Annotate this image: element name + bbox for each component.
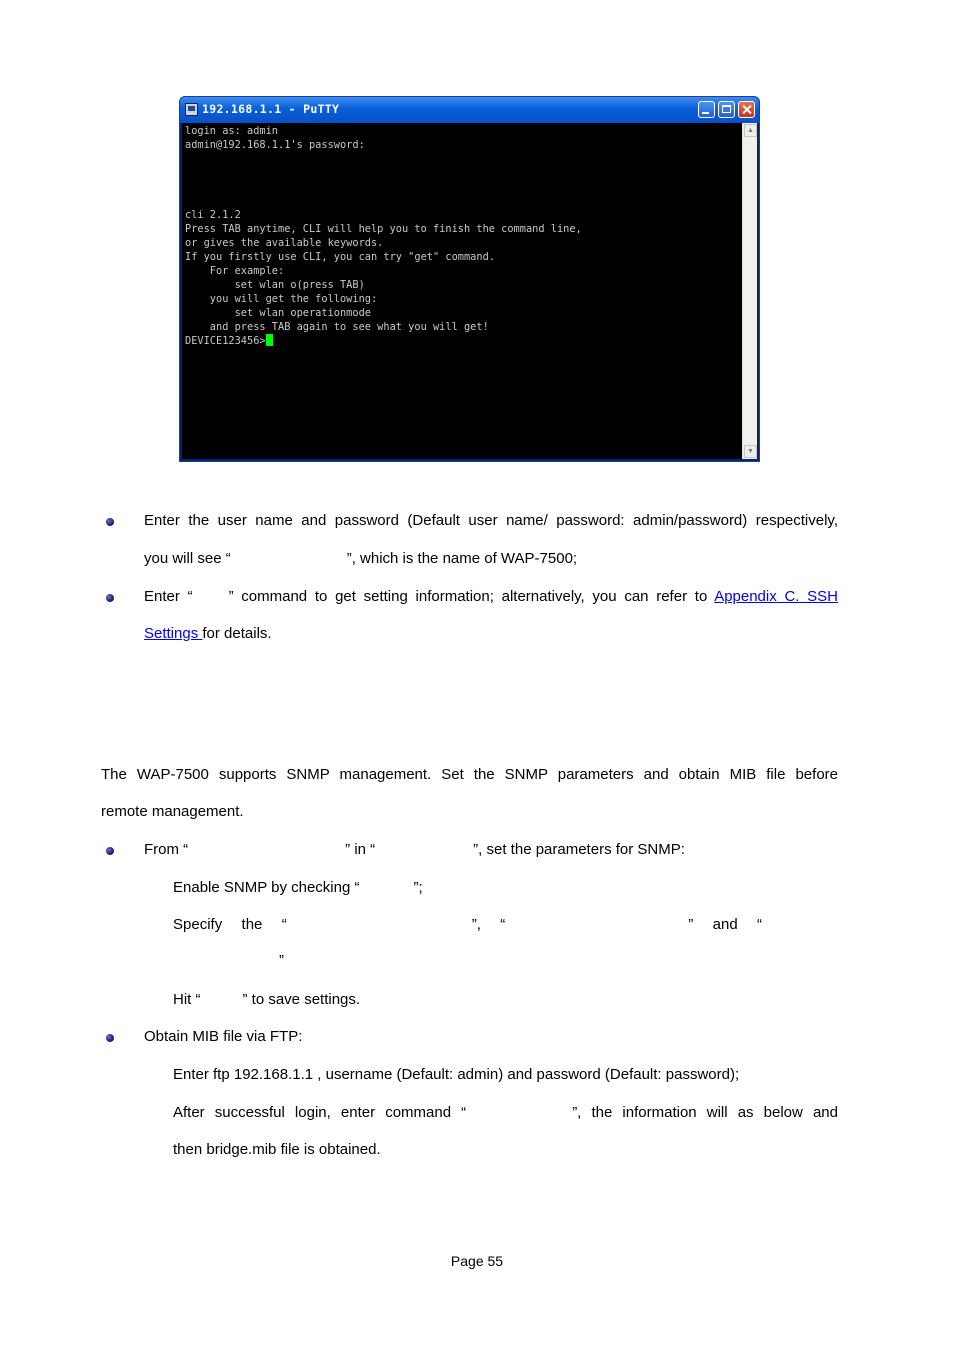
- snmp-intro-line-1: The WAP-7500 supports SNMP management. Set the SNMP parameters and obtain MIB file before: [101, 766, 838, 783]
- snmp-specify-line: [173, 916, 762, 934]
- bullet-icon: [106, 594, 114, 602]
- hit-text-b: ” to save settings.: [242, 991, 361, 1008]
- putty-titlebar[interactable]: [180, 97, 759, 123]
- terminal-line: [185, 166, 582, 180]
- maximize-icon[interactable]: [718, 101, 735, 118]
- putty-title: 192.168.1.1 - PuTTY: [202, 102, 340, 116]
- bullet-2-text-a: Enter “: [144, 588, 193, 605]
- after-text-b: ”, the information will as below and: [572, 1104, 838, 1121]
- terminal-line: [185, 152, 582, 166]
- bullet-icon: [106, 847, 114, 855]
- bullet-icon: [106, 1034, 114, 1042]
- terminal-area[interactable]: [182, 123, 742, 459]
- obtain-mib-line: Obtain MIB file via FTP:: [144, 1028, 303, 1045]
- snmp-intro-line-2: remote management.: [101, 803, 244, 820]
- snmp-hit-line: [173, 991, 360, 1009]
- page-number: Page 55: [450, 1253, 504, 1269]
- snmp-enable-line: [173, 879, 423, 897]
- bullet-icon: [106, 518, 114, 526]
- terminal-line: For example:: [185, 265, 285, 277]
- bullet-2-text-b: ” command to get setting information; alternatively, you can refer to: [228, 588, 715, 605]
- after-login-line: [173, 1104, 838, 1122]
- snmp-from-line: [144, 841, 685, 859]
- bullet-2-line-2: [144, 625, 272, 643]
- bullet-2-line-1: [144, 588, 838, 606]
- bullet-2-text-c: for details.: [202, 625, 272, 642]
- bullet-1-text-a: you will see “: [144, 550, 231, 567]
- scroll-down-arrow-icon[interactable]: ▼: [744, 445, 757, 458]
- terminal-line: [185, 194, 582, 208]
- terminal-prompt-line: [185, 334, 582, 348]
- terminal-line: login as: admin: [185, 125, 278, 137]
- terminal-line: you will get the following:: [185, 293, 378, 305]
- hit-text-a: Hit “: [173, 991, 201, 1008]
- terminal-line: and press TAB again to see what you will get!: [185, 321, 489, 333]
- enable-text-b: ”;: [413, 879, 423, 896]
- terminal-line: or gives the available keywords.: [185, 237, 384, 249]
- specify-text-b: ”, “: [471, 916, 506, 933]
- specify-text-c: ” and “: [688, 916, 763, 933]
- terminal-output: [185, 124, 582, 348]
- terminal-line: admin@192.168.1.1's password:: [185, 139, 365, 151]
- from-text-a: From “: [144, 841, 189, 858]
- from-text-b: ” in “: [345, 841, 376, 858]
- terminal-line: Press TAB anytime, CLI will help you to finish the command line,: [185, 223, 582, 235]
- specify-text-a: Specify the “: [173, 916, 287, 933]
- terminal-line: [185, 180, 582, 194]
- scroll-up-arrow-icon[interactable]: ▲: [744, 124, 757, 137]
- terminal-line: cli 2.1.2: [185, 209, 241, 221]
- terminal-scrollbar[interactable]: [742, 123, 757, 459]
- terminal-cursor: [266, 334, 273, 346]
- terminal-line: set wlan o(press TAB): [185, 279, 365, 291]
- close-icon[interactable]: [738, 101, 755, 118]
- ftp-line: Enter ftp 192.168.1.1 , username (Default: admin) and password (Default: password);: [173, 1066, 740, 1083]
- ssh-settings-link[interactable]: Settings: [144, 625, 203, 642]
- snmp-specify-close: ”: [279, 952, 284, 969]
- after-text-a: After successful login, enter command “: [173, 1104, 467, 1121]
- bullet-1-line-1: Enter the user name and password (Default user name/ password: admin/password) respectively,: [144, 512, 838, 529]
- bridge-mib-line: then bridge.mib file is obtained.: [173, 1141, 381, 1158]
- enable-text-a: Enable SNMP by checking “: [173, 879, 360, 896]
- bullet-1-line-2: [144, 550, 577, 568]
- terminal-line: set wlan operationmode: [185, 307, 371, 319]
- putty-window: [179, 96, 760, 462]
- minimize-icon[interactable]: [698, 101, 715, 118]
- bullet-1-text-b: ”, which is the name of WAP-7500;: [346, 550, 578, 567]
- from-text-c: ”, set the parameters for SNMP:: [473, 841, 685, 858]
- terminal-prompt: DEVICE123456>: [185, 335, 266, 347]
- putty-app-icon[interactable]: [185, 103, 198, 116]
- appendix-c-link[interactable]: Appendix C. SSH: [714, 588, 839, 605]
- terminal-line: If you firstly use CLI, you can try "get" command.: [185, 251, 495, 263]
